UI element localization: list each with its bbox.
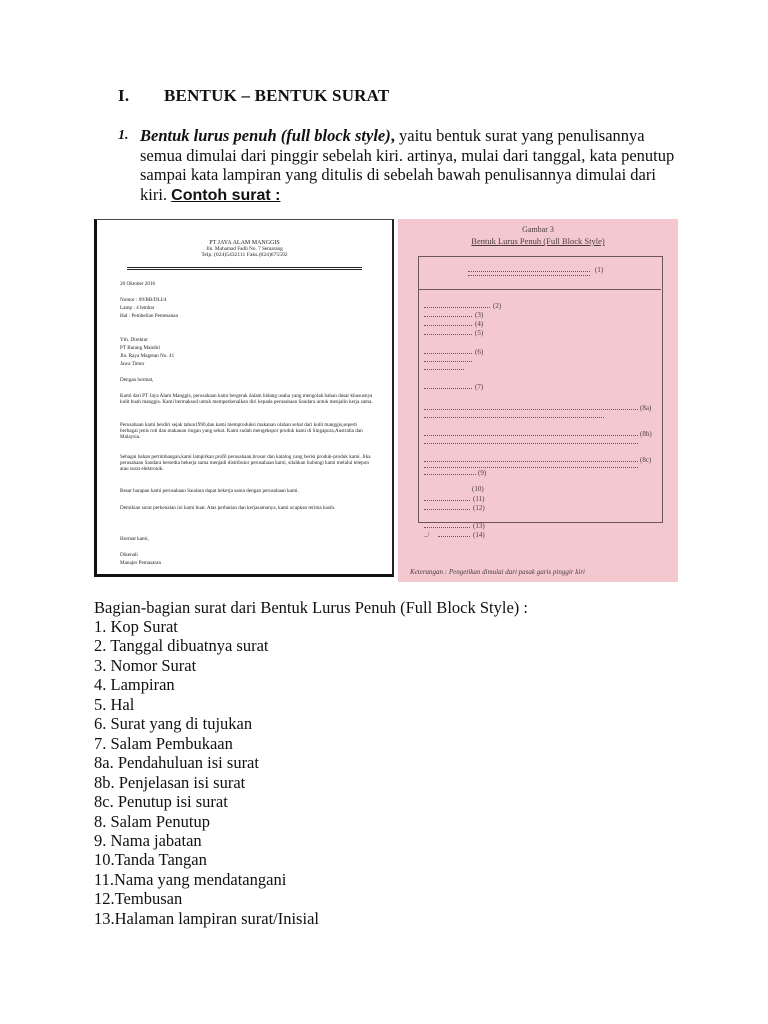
dotted-line bbox=[424, 369, 464, 370]
diagram-tag: (8c) bbox=[640, 456, 652, 464]
letter-signature-name: Dikenali bbox=[120, 552, 138, 558]
letterhead-company: PT JAYA ALAM MANGGIS bbox=[209, 240, 280, 246]
diagram-divider bbox=[418, 289, 661, 290]
dotted-line bbox=[424, 409, 638, 410]
item-number: 1. bbox=[118, 128, 129, 143]
letter-recipient-2: PT Barang Mandiri bbox=[120, 345, 161, 351]
full-block-diagram-image bbox=[398, 219, 678, 582]
dotted-line bbox=[468, 271, 590, 272]
diagram-tag: (8b) bbox=[640, 430, 652, 438]
dotted-line bbox=[424, 325, 472, 326]
diagram-initials: ../ bbox=[424, 531, 430, 539]
dotted-line bbox=[424, 361, 472, 362]
letter-closing: Hormat kami, bbox=[120, 536, 149, 542]
list-item: 10.Tanda Tangan bbox=[94, 850, 207, 870]
diagram-title: Bentuk Lurus Penuh (Full Block Style) bbox=[471, 236, 605, 246]
example-label: Contoh surat : bbox=[171, 186, 281, 204]
letter-date: 20 Oktober 2016 bbox=[120, 281, 156, 287]
letterhead-address: Jln. Muhamad Fadli No. 7 Semarang bbox=[206, 246, 283, 253]
diagram-tag: (13) bbox=[473, 522, 485, 530]
diagram-tag: (4) bbox=[475, 320, 484, 328]
list-item-full-block-style bbox=[118, 126, 678, 205]
diagram-tag: (10) bbox=[472, 485, 484, 493]
letter-number: Nomor : 09/BB/DLI/4 bbox=[120, 297, 167, 303]
example-letter-image bbox=[94, 219, 394, 577]
list-item: 1. Kop Surat bbox=[94, 617, 178, 636]
letterhead-phone: Telp. (024)5432111 Faks.(024)675592 bbox=[201, 252, 288, 259]
letterhead-rule bbox=[127, 267, 362, 268]
section-numeral: I. bbox=[118, 86, 130, 105]
item-text: yaitu bentuk surat yang penulisannya semua dimulai dari pinggir sebelah kiri. artinya, mulai dari tanggal, kata penutup sampai kata lampiran yang ditulis di sebelah bawah penulisannya dimulai dari kiri. bbox=[140, 126, 675, 204]
letter-paragraph: Perusahaan kami berdiri sejak tahun1990,dan kami memproduksi makanan olahan sehat dari kulit manggis,seperti berbagai jenis roti dan makanan ringan yang sehat. Kami sudah mengekspor produk kami di Singapura,Australia dan Malaysia. bbox=[120, 422, 363, 441]
dotted-line bbox=[424, 334, 472, 335]
diagram-tag: (14) bbox=[473, 531, 485, 539]
list-item: 5. Hal bbox=[94, 694, 135, 714]
letter-paragraph: Kami dari PT Jaya Alam Manggis, perusahaan kami bergerak dalam bidang usaha yang mengolah bahan dasar khususnya kulit buah manggis. Kami bermaksud untuk memperkenalkan diri kepada perusahaan Saudara untuk menjalin kerja sama. bbox=[120, 393, 373, 406]
diagram-tag: (7) bbox=[475, 383, 484, 391]
list-item: 3. Nomor Surat bbox=[94, 655, 197, 675]
dotted-line bbox=[424, 435, 638, 436]
diagram-tag: (8a) bbox=[640, 404, 652, 412]
letter-paragraph: Besar harapan kami perusahaan Saudara dapat bekerja sama dengan perusahaan kami. bbox=[120, 488, 299, 494]
section-heading bbox=[118, 86, 389, 106]
list-item: 8c. Penutup isi surat bbox=[94, 792, 228, 812]
diagram-tag: (11) bbox=[473, 495, 485, 503]
list-item: 12.Tembusan bbox=[94, 889, 183, 909]
list-item: 13.Halaman lampiran surat/Inisial bbox=[94, 908, 319, 928]
diagram-tag: (2) bbox=[493, 302, 502, 310]
dotted-line bbox=[424, 500, 470, 501]
diagram-tag: (6) bbox=[475, 348, 484, 356]
diagram-tag: (3) bbox=[475, 311, 484, 319]
list-item: 6. Surat yang di tujukan bbox=[94, 714, 253, 734]
letter-recipient-3: Jln. Raya Magetan No. 41 bbox=[120, 353, 175, 359]
item-comma: , bbox=[390, 126, 395, 145]
diagram-tag: (5) bbox=[475, 329, 484, 337]
dotted-line bbox=[424, 388, 472, 389]
list-item: 7. Salam Pembukaan bbox=[94, 733, 233, 753]
dotted-line bbox=[424, 527, 470, 528]
list-item: 11.Nama yang mendatangani bbox=[94, 869, 287, 889]
list-item: 9. Nama jabatan bbox=[94, 830, 202, 850]
list-item: 8a. Pendahuluan isi surat bbox=[94, 753, 259, 773]
dotted-line bbox=[424, 467, 638, 468]
letter-greeting: Dengan hormat, bbox=[120, 377, 154, 383]
item-description bbox=[140, 126, 678, 205]
letterhead-rule-thin bbox=[127, 269, 362, 270]
letter-subject: Hal : Pembelian Pemesanan bbox=[120, 313, 179, 319]
list-item: 8b. Penjelasan isi surat bbox=[94, 772, 246, 792]
letter-paragraph: Sebagai bahan pertimbangan,kami lampirkan profil perusahaan,brosur dan katalog yang berisi produk-produk kami. Jika perusahaan Saudara bersedia bekerja sama menjadi distributor perusahaan kami, silahkan hubungi kami melalui telepon atau surat elektronik. bbox=[120, 454, 371, 473]
diagram-tag: (9) bbox=[478, 469, 487, 477]
diagram-note: Keterangan : Pengetikan dimulai dari pasak garis pinggir kiri bbox=[410, 568, 585, 576]
dotted-line bbox=[424, 474, 476, 475]
diagram-frame bbox=[418, 256, 663, 523]
dotted-line bbox=[424, 307, 490, 308]
letter-recipient-4: Jawa Timur bbox=[120, 361, 145, 367]
letter-paragraph: Demikian surat perkenalan ini kami buat. Atas perhatian dan kerjasamanya, kami ucapkan terima kasih. bbox=[120, 505, 336, 511]
letter-recipient-1: Yth. Direktur bbox=[120, 337, 148, 343]
dotted-line bbox=[424, 461, 638, 462]
diagram-tag: (1) bbox=[595, 266, 604, 274]
parts-heading: Bagian-bagian surat dari Bentuk Lurus Penuh (Full Block Style) : bbox=[94, 598, 528, 617]
dotted-line bbox=[468, 275, 590, 276]
letterhead bbox=[97, 240, 392, 259]
dotted-line bbox=[424, 417, 604, 418]
diagram-figure-label: Gambar 3 bbox=[522, 225, 554, 234]
dotted-line bbox=[424, 509, 470, 510]
letter-signature-title: Manajer Pemasaran bbox=[120, 560, 162, 566]
list-item: 8. Salam Penutup bbox=[94, 811, 210, 831]
item-lead-term: Bentuk lurus penuh (full block style) bbox=[140, 126, 391, 145]
list-item: 2. Tanggal dibuatnya surat bbox=[94, 636, 269, 656]
dotted-line bbox=[424, 443, 638, 444]
list-item: 4. Lampiran bbox=[94, 675, 175, 695]
dotted-line bbox=[438, 536, 470, 537]
parts-list bbox=[94, 617, 319, 928]
dotted-line bbox=[424, 316, 472, 317]
dotted-line bbox=[424, 353, 472, 354]
letter-attachment: Lamp : 4 lembar bbox=[120, 305, 155, 311]
diagram-tag: (12) bbox=[473, 504, 485, 512]
section-title: BENTUK – BENTUK SURAT bbox=[164, 86, 390, 105]
